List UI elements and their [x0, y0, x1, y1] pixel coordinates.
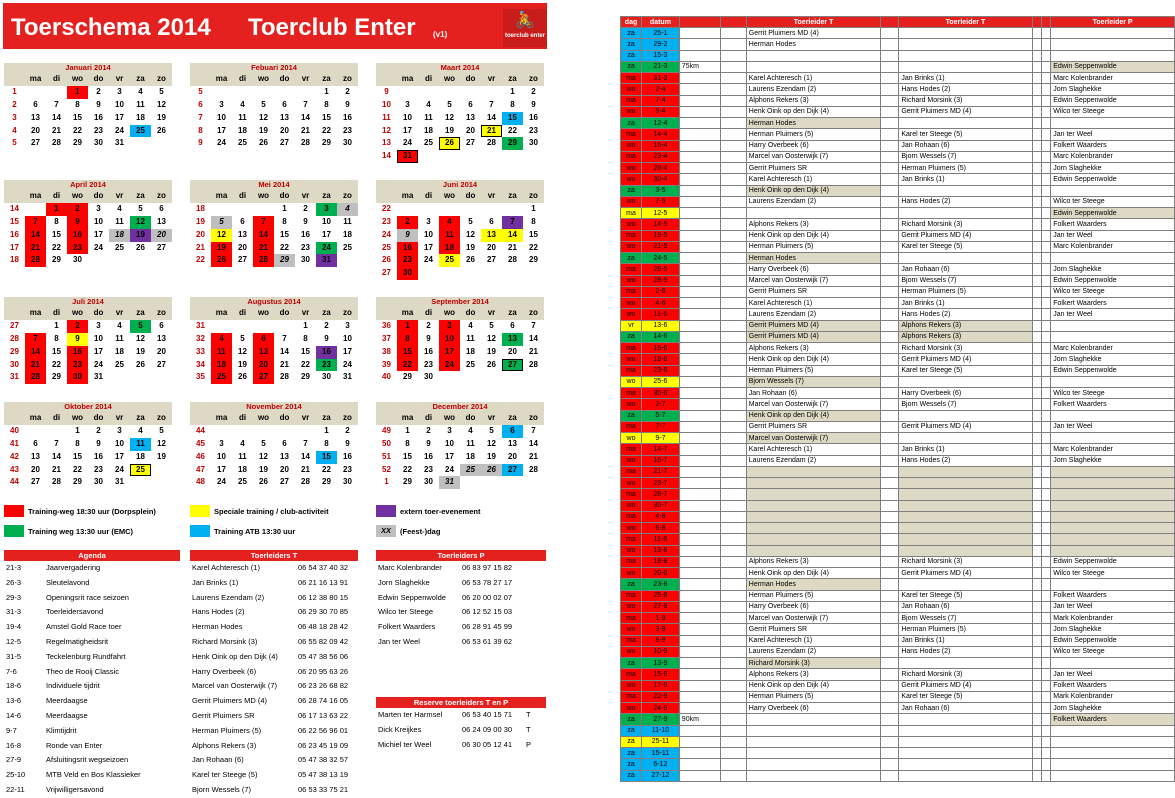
week-row: 19 5 6 7 8 9 10 11 — [190, 216, 358, 229]
week-row: 11 10 11 12 13 14 15 16 — [376, 112, 544, 125]
table-row: ma 1-9 Marcel van Oosterwijk (7) Bjorn Wessels (7) Mark Kolenbrander — [621, 613, 1175, 624]
table-row: za 25-1 Gerrit Pluimers MD (4) — [621, 28, 1175, 39]
week-row: 44 27 28 29 30 31 — [10, 477, 124, 487]
table-row: za 6-12 — [621, 759, 1175, 770]
list-item: 16-8 Ronde van Enter — [6, 740, 103, 750]
table-row: wo 4-6 Karel Achteresch (1) Jan Brinks (1) Folkert Waarders — [621, 298, 1175, 309]
table-row: ma 28-7 — [621, 489, 1175, 500]
list-item: Wilco ter Steege 06 12 52 15 03 — [378, 607, 513, 617]
week-row: 5 27 28 29 30 31 — [12, 138, 124, 148]
list-item: Michiel ter Weel 06 30 05 12 41 P — [378, 739, 532, 749]
table-row: wo 30-4 Karel Achteresch (1) Jan Brinks (1) Edwin Seppenwolde — [621, 174, 1175, 185]
week-row: 22 1 — [382, 203, 536, 213]
legend-red: Training-weg 18:30 uur (Dorpsplein) — [4, 505, 156, 517]
weekday-header: ma di wo do vr za zo — [376, 73, 544, 86]
table-row: za 15-3 — [621, 50, 1175, 61]
month-8 — [190, 297, 358, 384]
table-row: wo 2-7 Marcel van Oosterwijk (7) Bjorn Wessels (7) Folkert Waarders — [621, 399, 1175, 410]
week-row: 14 1 2 3 4 5 6 — [4, 203, 172, 216]
list-item: 27-9 Afsluitingsrit wegseizoen — [6, 755, 129, 765]
week-row: 37 8 9 10 11 12 13 14 — [376, 333, 544, 346]
table-row: wo 13-8 — [621, 545, 1175, 556]
list-item: Jan Brinks (1) 06 21 16 13 91 — [192, 577, 349, 587]
list-item: Herman Hodes 06 48 18 28 42 — [192, 622, 349, 632]
week-row: 43 20 21 22 23 24 25 — [4, 464, 172, 477]
table-row: ma 14-4 Herman Pluimers (5) Karel ter Steege (5) Jan ter Weel — [621, 129, 1175, 140]
table-row: wo 2-4 Laurens Ezendam (2) Hans Hodes (2) Jorn Slaghekke — [621, 84, 1175, 95]
month-1 — [4, 63, 172, 150]
list-item: Hans Hodes (2) 06 29 30 70 85 — [192, 607, 349, 617]
schedule-header: datum — [642, 17, 680, 28]
table-row: wo 24-9 Harry Overbeek (6) Jan Rohaan (6) Jorn Slaghekke — [621, 703, 1175, 714]
table-row: ma 7-7 Gerrit Pluimers SR Gerrit Pluimers MD (4) Jan ter Weel — [621, 421, 1175, 432]
week-row: 48 24 25 26 27 28 29 30 — [196, 477, 352, 487]
week-row: 25 16 17 18 19 20 21 22 — [376, 242, 544, 255]
month-title: Juni 2014 — [376, 180, 544, 190]
week-row: 15 7 8 9 10 11 12 13 — [4, 216, 172, 229]
list-item: 18-6 Individuele tijdrit — [6, 681, 100, 691]
list-item: Marc Kolenbrander 06 83 97 15 82 — [378, 563, 513, 572]
list-item: 9-7 Klimtijdrit — [6, 725, 77, 735]
week-row: 27 30 — [376, 267, 544, 280]
list-item: Gerrit Pluimers MD (4) 06 28 74 16 05 — [192, 696, 349, 706]
month-3 — [376, 63, 544, 163]
weekday-header: ma di wo do vr za zo — [376, 190, 544, 203]
list-item: Gerrit Pluimers SR 06 17 13 63 22 — [192, 710, 349, 720]
table-row: za 5-7 Henk Oink op den Dijk (4) — [621, 410, 1175, 421]
table-row: za 13-9 Richard Morsink (3) — [621, 658, 1175, 669]
week-row: 18 28 29 30 — [4, 254, 172, 267]
club-name: Toerclub Enter — [248, 14, 416, 41]
list-item: Jorn Slaghekke 06 53 78 27 17 — [378, 577, 513, 587]
table-row: za 27-12 — [621, 770, 1175, 781]
table-row: wo 23-7 — [621, 478, 1175, 489]
week-row: 50 8 9 10 11 12 13 14 — [382, 438, 538, 448]
weekday-header: ma di wo do vr za zo — [190, 73, 358, 86]
week-row: 52 22 23 24 25 26 27 28 — [376, 464, 544, 477]
version-label: (v1) — [433, 30, 448, 39]
list-item: Jan Rohaan (6) 05 47 38 32 57 — [192, 755, 349, 765]
week-row: 4 20 21 22 23 24 25 26 — [4, 125, 172, 138]
week-row: 21 19 20 21 22 23 24 25 — [190, 242, 358, 255]
month-2 — [190, 63, 358, 150]
list-item: 19-4 Amstel Gold Race toer — [6, 622, 122, 632]
month-title: Augustus 2014 — [190, 297, 358, 307]
month-9 — [376, 297, 544, 384]
week-row: 22 26 27 28 29 30 31 — [190, 254, 358, 267]
list-item: Richard Morsink (3) 06 55 82 09 42 — [192, 636, 349, 646]
month-title: Oktober 2014 — [4, 402, 172, 412]
club-logo: 🚴 toerclub enter — [503, 9, 547, 47]
month-title: Febuari 2014 — [190, 63, 358, 73]
legend-gray: XX (Feest-)dag — [376, 525, 440, 537]
toerleiders-t-table: Toerleiders T Karel Achteresch (1) 06 54 37 40 32 Jan Brinks (1) 06 21 16 13 91 Laurens Ezendam (2) 06 12 38 80 15 Hans Hodes (2) 06 29 30 70 85 Herman Hodes 06 48 18 28 42 Richard Morsink (3) 06 55 82 09 42 Henk Oink op den Dijk (4) 05 47 38 56 06 Harry Overbeek (6) 06 20 95 63 26 Marcel van Oosterwijk (7) 06 23 26 68 82 Gerrit Pluimers MD (4) 06 28 74 16 05 Gerrit Pluimers SR 06 17 13 63 22 Herman Pluimers (5) 06 22 56 96 01 Alphons Rekers (3) 06 23 45 19 09 Jan Rohaan (6) 05 47 38 32 57 Karel ter Steege (5) 05 47 38 13 19 Bjorn Wessels (7) 06 53 33 75 21 — [190, 550, 358, 798]
week-row: 40 29 30 — [382, 372, 433, 382]
table-row: wo 28-4 Gerrit Pluimers SR Herman Pluimers (5) Jorn Slaghekke — [621, 163, 1175, 174]
list-item: Henk Oink op den Dijk (4) 05 47 38 56 06 — [192, 651, 349, 661]
table-row: ma 25-8 Herman Pluimers (5) Karel ter Steege (5) Folkert Waarders — [621, 590, 1175, 601]
table-row: wo 16-7 Laurens Ezendam (2) Hans Hodes (2) Jorn Slaghekke — [621, 455, 1175, 466]
table-row: za 29-2 Herman Hodes — [621, 39, 1175, 50]
list-item: Alphons Rekers (3) 06 23 45 19 09 — [192, 740, 349, 750]
list-item: Jan ter Weel 06 53 61 39 62 — [378, 636, 513, 646]
list-item: Folkert Waarders 06 28 91 45 99 — [378, 622, 513, 632]
legend-blue: Training ATB 13:30 uur — [190, 525, 295, 537]
table-row: za 11-10 — [621, 725, 1175, 736]
week-row: 41 6 7 8 9 10 11 12 — [4, 438, 172, 451]
table-row: vr 13-6 Gerrit Pluimers MD (4) Alphons Rekers (3) — [621, 320, 1175, 331]
month-title: Juli 2014 — [4, 297, 172, 307]
week-row: 49 1 2 3 4 5 6 7 — [376, 425, 544, 438]
table-row: ma 30-6 Jan Rohaan (6) Harry Overbeek (6) Wilco ter Steege — [621, 388, 1175, 399]
weekday-header: ma di wo do vr za zo — [4, 307, 172, 320]
month-title: September 2014 — [376, 297, 544, 307]
week-row: 32 4 5 6 7 8 9 10 — [190, 333, 358, 346]
table-row: ma 31-3 Karel Achteresch (1) Jan Brinks (1) Marc Kolenbrander — [621, 73, 1175, 84]
schedule-header — [679, 17, 720, 28]
week-row: 8 17 18 19 20 21 22 23 — [198, 125, 352, 135]
week-row: 45 3 4 5 6 7 8 9 — [196, 438, 350, 448]
table-row: ma 8-9 Karel Achteresch (1) Jan Brinks (1) Edwin Seppenwolde — [621, 635, 1175, 646]
week-row: 34 18 19 20 21 22 23 24 — [190, 359, 358, 372]
week-row: 12 17 18 19 20 21 22 23 — [376, 125, 544, 138]
month-10 — [4, 402, 172, 489]
table-row: za 21-3 75km Edwin Seppenwolde — [621, 61, 1175, 72]
week-row: 7 10 11 12 13 14 15 16 — [198, 112, 352, 122]
table-row: ma 2-6 Gerrit Pluimers SR Herman Pluimers (5) Wilco ter Steege — [621, 286, 1175, 297]
month-6 — [376, 180, 544, 280]
table-row: ma 23-4 Marcel van Oosterwijk (7) Bjorn Wessels (7) Marc Kolenbrander — [621, 151, 1175, 162]
cyclist-icon: 🚴 — [515, 12, 535, 29]
agenda-table: Agenda 21-3 Jaarvergadering 26-3 Sleutelavond 29-3 Openingsrit race seizoen 31-3 Toerleidersavond 19-4 Amstel Gold Race toer 12-5 Regelmatigheidsrit 31-5 Teckelenburg Rundfahrt 7-6 Theo de Rooij Classic 18-6 Individuele tijdrit 13-6 Meerdaagse 14-6 Meerdaagse 9-7 Klimtijdrit 16-8 Ronde van Enter 27-9 Afsluitingsrit wegseizoen 25-10 MTB Veld en Bos Klassieker 22-11 Vrijwilligersavond — [4, 550, 180, 798]
weekday-header: ma di wo do vr za zo — [4, 190, 172, 203]
table-row: ma 26-5 Harry Overbeek (6) Jan Rohaan (6) Jorn Slaghekke — [621, 264, 1175, 275]
week-row: 42 13 14 15 16 17 18 19 — [10, 451, 166, 461]
table-row: za 24-5 Herman Hodes — [621, 253, 1175, 264]
list-item: Laurens Ezendam (2) 06 12 38 80 15 — [192, 592, 349, 602]
table-row: ma 16-6 Alphons Rekers (3) Richard Morsink (3) Marc Kolenbrander — [621, 343, 1175, 354]
table-row: ma 15-9 Alphons Rekers (3) Richard Morsink (3) Jan ter Weel — [621, 669, 1175, 680]
month-5 — [190, 180, 358, 267]
week-row: 9 1 2 — [384, 86, 536, 96]
schedule-header — [1041, 17, 1050, 28]
week-row: 26 23 24 25 26 27 28 29 — [376, 254, 544, 267]
month-title: Maart 2014 — [376, 63, 544, 73]
week-row: 40 1 2 3 4 5 — [10, 425, 164, 435]
week-row: 35 25 26 27 28 29 30 31 — [190, 371, 358, 384]
week-row: 13 24 25 26 27 28 29 30 — [376, 137, 544, 150]
table-row: wo 9-4 Henk Oink op den Dijk (4) Gerrit Pluimers MD (4) Wilco ter Steege — [621, 106, 1175, 117]
table-row: wo 10-9 Laurens Ezendam (2) Hans Hodes (2) Wilco ter Steege — [621, 646, 1175, 657]
week-row: 30 21 22 23 24 25 26 27 — [4, 359, 172, 372]
list-item: Bjorn Wessels (7) 06 53 33 75 21 — [192, 784, 349, 794]
list-item: 29-3 Openingsrit race seizoen — [6, 592, 129, 602]
list-item: Herman Pluimers (5) 06 22 56 96 01 — [192, 725, 349, 735]
list-item: 26-3 Sleutelavond — [6, 577, 90, 587]
legend-green: Training weg 13:30 uur (EMC) — [4, 525, 133, 537]
weekday-header: ma di wo do vr za zo — [190, 307, 358, 320]
table-row: wo 3-9 Gerrit Pluimers SR Herman Pluimers (5) Jorn Slaghekke — [621, 624, 1175, 635]
list-item: Karel Achteresch (1) 06 54 37 40 32 — [192, 563, 349, 572]
page-title: Toerschema 2014 — [11, 14, 211, 41]
weekday-header: ma di wo do vr za zo — [190, 190, 358, 203]
schedule-header: Toerleider T — [746, 17, 881, 28]
list-item: Edwin Seppenwolde 06 20 00 02 07 — [378, 592, 513, 602]
legend-yellow: Speciale training / club-activiteit — [190, 505, 329, 517]
table-row: ma 4-8 — [621, 511, 1175, 522]
list-item: 13-6 Meerdaagse — [6, 696, 88, 706]
month-12 — [376, 402, 544, 489]
table-row: wo 6-8 — [621, 523, 1175, 534]
schedule-header — [1032, 17, 1041, 28]
weekday-header: ma di wo do vr za zo — [4, 73, 172, 86]
table-row: wo 27-8 Harry Overbeek (6) Jan Rohaan (6) Jan ter Weel — [621, 601, 1175, 612]
week-row: 38 15 16 17 18 19 20 21 — [376, 346, 544, 359]
list-item: 25-10 MTB Veld en Bos Klassieker — [6, 770, 141, 780]
week-row: 14 31 — [376, 150, 544, 163]
schedule-header: Toerleider T — [899, 17, 1032, 28]
schedule-header: Toerleider P — [1051, 17, 1175, 28]
table-row: wo 11-6 Laurens Ezendam (2) Hans Hodes (2) Jan ter Weel — [621, 309, 1175, 320]
table-row: ma 23-6 Herman Pluimers (5) Karel ter Steege (5) Edwin Seppenwolde — [621, 365, 1175, 376]
week-row: 5 1 2 — [198, 86, 350, 96]
week-row: 3 13 14 15 16 17 18 19 — [12, 112, 166, 122]
weekday-header: ma di wo do vr za zo — [376, 412, 544, 425]
week-row: 1 29 30 31 — [376, 476, 544, 489]
table-row: wo 17-9 Henk Oink op den Dijk (4) Gerrit Pluimers MD (4) Folkert Waarders — [621, 680, 1175, 691]
week-row: 46 10 11 12 13 14 15 16 — [190, 451, 358, 464]
month-11 — [190, 402, 358, 489]
table-row: ma 11-8 — [621, 534, 1175, 545]
table-row: wo 25-6 Bjorn Wessels (7) — [621, 376, 1175, 387]
table-row: za 15-11 — [621, 748, 1175, 759]
list-item: 22-11 Vrijwilligersavond — [6, 784, 104, 794]
schedule-header — [881, 17, 899, 28]
table-row: ma 18-8 Alphons Rekers (3) Richard Morsink (3) Edwin Seppenwolde — [621, 556, 1175, 567]
table-row: ma 22-9 Herman Pluimers (5) Karel ter Steege (5) Mark Kolenbrander — [621, 691, 1175, 702]
list-item: 31-5 Teckelenburg Rundfahrt — [6, 651, 126, 661]
week-row: 31 28 29 30 31 — [4, 371, 172, 384]
week-row: 1 1 2 3 4 5 — [4, 86, 172, 99]
month-title: December 2014 — [376, 402, 544, 412]
table-row: za 25-11 — [621, 736, 1175, 747]
month-title: April 2014 — [4, 180, 172, 190]
table-row: za 3-5 Henk Oink op den Dijk (4) — [621, 185, 1175, 196]
table-row: za 12-4 Herman Hodes — [621, 118, 1175, 129]
list-item: Karel ter Steege (5) 05 47 38 13 19 — [192, 770, 349, 780]
week-row: 16 14 15 16 17 18 19 20 — [4, 229, 172, 242]
week-row: 29 14 15 16 17 18 19 20 — [4, 346, 172, 359]
table-row: ma 7-4 Alphons Rekers (3) Richard Morsink (3) Edwin Seppenwolde — [621, 95, 1175, 106]
week-row: 23 2 3 4 5 6 7 8 — [376, 216, 544, 229]
list-item: Harry Overbeek (6) 06 20 95 63 26 — [192, 666, 349, 676]
week-row: 9 24 25 26 27 28 29 30 — [198, 138, 352, 148]
schedule-header: dag — [621, 17, 642, 28]
legend-purple: extern toer-evenement — [376, 505, 480, 517]
month-4 — [4, 180, 172, 267]
week-row: 6 3 4 5 6 7 8 9 — [198, 99, 350, 109]
list-item: 14-6 Meerdaagse — [6, 710, 88, 720]
table-row: wo 21-5 Herman Pluimers (5) Karel ter Steege (5) Marc Kolenbrander — [621, 241, 1175, 252]
week-row: 18 1 2 3 4 — [190, 203, 358, 216]
month-title: November 2014 — [190, 402, 358, 412]
table-row: wo 9-7 Marcel van Oosterwijk (7) — [621, 433, 1175, 444]
table-row: wo 30-7 — [621, 500, 1175, 511]
month-title: Januari 2014 — [4, 63, 172, 73]
month-title: Mei 2014 — [190, 180, 358, 190]
week-row: 51 15 16 17 18 19 20 21 — [382, 451, 538, 461]
table-row: wo 18-6 Henk Oink op den Dijk (4) Gerrit Pluimers MD (4) Jorn Slaghekke — [621, 354, 1175, 365]
week-row: 24 9 10 11 12 13 14 15 — [376, 229, 544, 242]
weekday-header: ma di wo do vr za zo — [4, 412, 172, 425]
weekday-header: ma di wo do vr za zo — [376, 307, 544, 320]
table-row: wo 28-5 Marcel van Oosterwijk (7) Bjorn Wessels (7) Edwin Seppenwolde — [621, 275, 1175, 286]
week-row: 28 7 8 9 10 11 12 13 — [4, 333, 172, 346]
table-row: wo 14-5 Alphons Rekers (3) Richard Morsink (3) Folkert Waarders — [621, 219, 1175, 230]
table-row: za 27-9 90km Folkert Waarders — [621, 714, 1175, 725]
table-row: wo 16-4 Harry Overbeek (6) Jan Rohaan (6) Folkert Waarders — [621, 140, 1175, 151]
schedule-header — [720, 17, 746, 28]
list-item: 12-5 Regelmatigheidsrit — [6, 636, 109, 646]
table-row: wo 20-8 Henk Oink op den Dijk (4) Gerrit Pluimers MD (4) Wilco ter Steege — [621, 568, 1175, 579]
table-row: za 23-8 Herman Hodes — [621, 579, 1175, 590]
list-item: 21-3 Jaarvergadering — [6, 563, 101, 572]
week-row: 20 12 13 14 15 16 17 18 — [190, 229, 358, 242]
list-item: 31-3 Toerleidersavond — [6, 607, 104, 617]
month-7 — [4, 297, 172, 384]
week-row: 27 1 2 3 4 5 6 — [4, 320, 172, 333]
week-row: 44 1 2 — [196, 425, 350, 435]
week-row: 31 1 2 3 — [196, 320, 350, 330]
week-row: 10 3 4 5 6 7 8 9 — [382, 99, 536, 109]
table-row: ma 21-7 — [621, 466, 1175, 477]
week-row: 2 6 7 8 9 10 11 12 — [12, 99, 166, 109]
week-row: 39 22 23 24 25 26 27 28 — [376, 359, 544, 372]
week-row: 36 1 2 3 4 5 6 7 — [376, 320, 544, 333]
table-row: ma 12-5 Edwin Seppenwolde — [621, 208, 1175, 219]
list-item: 7-6 Theo de Rooij Classic — [6, 666, 119, 676]
week-row: 33 11 12 13 14 15 16 17 — [190, 346, 358, 359]
toerleiders-p-table: Toerleiders P Marc Kolenbrander 06 83 97 15 82 Jorn Slaghekke 06 53 78 27 17 Edwin Seppenwolde 06 20 00 02 07 Wilco ter Steege 06 12 52 15 03 Folkert Waarders 06 28 91 45 99 Jan ter Weel 06 53 61 39 62 — [376, 550, 546, 650]
schedule-table — [620, 16, 1175, 782]
header-banner — [3, 3, 547, 49]
week-row: 17 21 22 23 24 25 26 27 — [4, 242, 172, 255]
list-item: Dick Kreijkes 06 24 09 00 30 T — [378, 724, 531, 734]
table-row: ma 14-7 Karel Achteresch (1) Jan Brinks (1) Marc Kolenbrander — [621, 444, 1175, 455]
table-row: ma 19-5 Henk Oink op den Dijk (4) Gerrit Pluimers MD (4) Jan ter Weel — [621, 230, 1175, 241]
reserve-table: Reserve toerleiders T en P Marten ter Harmsel 06 53 40 15 71 T Dick Kreijkes 06 24 09 00 30 T Michiel ter Weel 06 30 05 12 41 P — [376, 697, 546, 752]
list-item: Marten ter Harmsel 06 53 40 15 71 T — [378, 710, 531, 719]
table-row: za 14-6 Gerrit Pluimers MD (4) Alphons Rekers (3) — [621, 331, 1175, 342]
week-row: 47 17 18 19 20 21 22 23 — [196, 464, 352, 474]
weekday-header: ma di wo do vr za zo — [190, 412, 358, 425]
table-row: wo 7-5 Laurens Ezendam (2) Hans Hodes (2) Wilco ter Steege — [621, 196, 1175, 207]
list-item: Marcel van Oosterwijk (7) 06 23 26 68 82 — [192, 681, 349, 691]
